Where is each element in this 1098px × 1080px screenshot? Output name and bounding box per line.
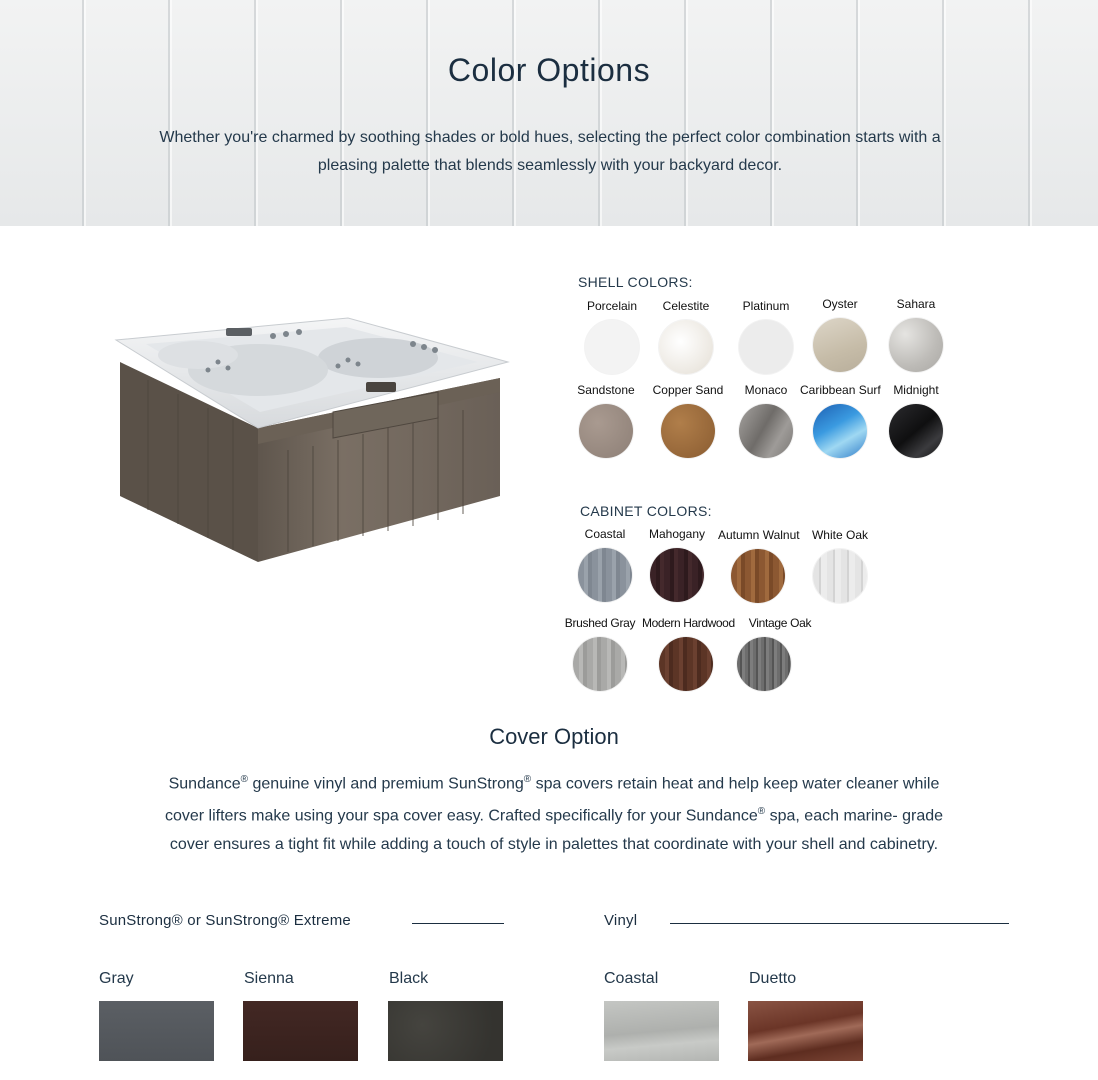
swatch-dot bbox=[889, 318, 943, 372]
cabinet-swatch-modern-hardwood[interactable] bbox=[642, 615, 735, 691]
cover-label-sienna: Sienna bbox=[244, 970, 294, 987]
cover-label-gray: Gray bbox=[99, 970, 134, 987]
swatch-name: Midnight bbox=[893, 383, 939, 397]
divider-line bbox=[412, 923, 504, 924]
cabinet-swatch-vintage-oak[interactable] bbox=[740, 615, 820, 691]
swatch-name: Sandstone bbox=[577, 383, 635, 397]
swatch-dot bbox=[731, 549, 785, 603]
cover-label-black: Black bbox=[389, 970, 429, 987]
cover-text-1: Sundance bbox=[168, 775, 241, 793]
sunstrong-group-title: SunStrong® or SunStrong® Extreme bbox=[99, 912, 351, 929]
cabinet-colors-label: CABINET COLORS: bbox=[580, 503, 712, 519]
cover-text-2: genuine vinyl and premium SunStrong bbox=[248, 775, 524, 793]
swatch-name: White Oak bbox=[811, 528, 868, 542]
hero-description: Whether you're charmed by soothing shades or bold hues, selecting the perfect color combination starts with a pleasing palette that blends seamlessly with your backyard decor. bbox=[159, 129, 941, 174]
shell-swatch-porcelain[interactable] bbox=[572, 298, 652, 374]
swatch-dot bbox=[650, 548, 704, 602]
cover-text-4: spa, each marine- grade cover ensures a tight fit while adding a touch of style in palettes that coordinate with your shell and cabinetry. bbox=[169, 807, 944, 853]
shell-swatch-celestite[interactable] bbox=[646, 298, 726, 374]
shell-swatch-caribbean-surf[interactable] bbox=[800, 382, 880, 458]
swatch-dot bbox=[813, 404, 867, 458]
swatch-name: Celestite bbox=[662, 299, 710, 313]
shell-swatch-sahara[interactable] bbox=[876, 296, 956, 372]
swatch-name: Porcelain bbox=[586, 299, 638, 313]
hot-tub-image bbox=[108, 300, 518, 570]
swatch-dot bbox=[659, 320, 713, 374]
shell-colors-label: SHELL COLORS: bbox=[578, 274, 693, 290]
swatch-name: Autumn Walnut bbox=[718, 528, 800, 542]
cover-swatch-black[interactable] bbox=[388, 1001, 503, 1061]
swatch-name: Modern Hardwood bbox=[642, 616, 735, 630]
swatch-dot bbox=[585, 320, 639, 374]
shell-swatch-midnight[interactable] bbox=[876, 382, 956, 458]
divider-line bbox=[670, 923, 1009, 924]
cabinet-swatch-autumn-walnut[interactable] bbox=[718, 527, 798, 603]
swatch-dot bbox=[573, 637, 627, 691]
cover-swatch-gray[interactable] bbox=[99, 1001, 214, 1061]
shell-swatch-monaco[interactable] bbox=[726, 382, 806, 458]
cover-swatch-coastal[interactable] bbox=[604, 1001, 719, 1061]
shell-swatch-platinum[interactable] bbox=[726, 298, 806, 374]
shell-swatch-copper-sand[interactable] bbox=[648, 382, 728, 458]
cover-swatch-duetto[interactable] bbox=[748, 1001, 863, 1061]
hero-banner bbox=[0, 0, 1098, 226]
swatch-name: Mahogany bbox=[648, 527, 706, 541]
swatch-dot bbox=[813, 549, 867, 603]
swatch-name: Brushed Gray bbox=[564, 616, 636, 630]
cover-swatch-sienna[interactable] bbox=[243, 1001, 358, 1061]
swatch-name: Monaco bbox=[744, 383, 788, 397]
cabinet-swatch-coastal[interactable] bbox=[565, 526, 645, 602]
swatch-dot bbox=[578, 548, 632, 602]
swatch-dot bbox=[739, 320, 793, 374]
swatch-dot bbox=[889, 404, 943, 458]
swatch-dot bbox=[739, 404, 793, 458]
registered-mark: ® bbox=[757, 806, 766, 818]
shell-swatch-oyster[interactable] bbox=[800, 296, 880, 372]
cover-option-title: Cover Option bbox=[489, 724, 619, 749]
swatch-dot bbox=[813, 318, 867, 372]
swatch-dot bbox=[579, 404, 633, 458]
cover-text-3: spa covers retain heat and help keep water cleaner while cover lifters make using your spa cover easy. Crafted specifically for your Sundance bbox=[164, 775, 940, 825]
swatch-name: Platinum bbox=[742, 299, 790, 313]
cover-label-coastal: Coastal bbox=[604, 970, 659, 987]
cabinet-swatch-mahogany[interactable] bbox=[637, 526, 717, 602]
page-title: Color Options bbox=[447, 52, 651, 88]
swatch-name: Oyster bbox=[822, 297, 858, 311]
swatch-name: Caribbean Surf bbox=[800, 383, 881, 397]
cover-label-duetto: Duetto bbox=[749, 970, 797, 987]
registered-mark: ® bbox=[523, 774, 532, 785]
swatch-dot bbox=[659, 637, 713, 691]
swatch-name: Coastal bbox=[584, 527, 626, 541]
vinyl-group-title: Vinyl bbox=[604, 912, 638, 929]
swatch-name: Copper Sand bbox=[652, 383, 724, 397]
cabinet-swatch-white-oak[interactable] bbox=[800, 527, 880, 603]
swatch-name: Sahara bbox=[896, 297, 936, 311]
swatch-dot bbox=[737, 637, 791, 691]
swatch-name: Vintage Oak bbox=[748, 616, 812, 630]
shell-swatch-sandstone[interactable] bbox=[566, 382, 646, 458]
registered-mark: ® bbox=[240, 774, 249, 785]
cabinet-swatch-brushed-gray[interactable] bbox=[560, 615, 640, 691]
cover-description bbox=[148, 766, 960, 859]
swatch-dot bbox=[661, 404, 715, 458]
